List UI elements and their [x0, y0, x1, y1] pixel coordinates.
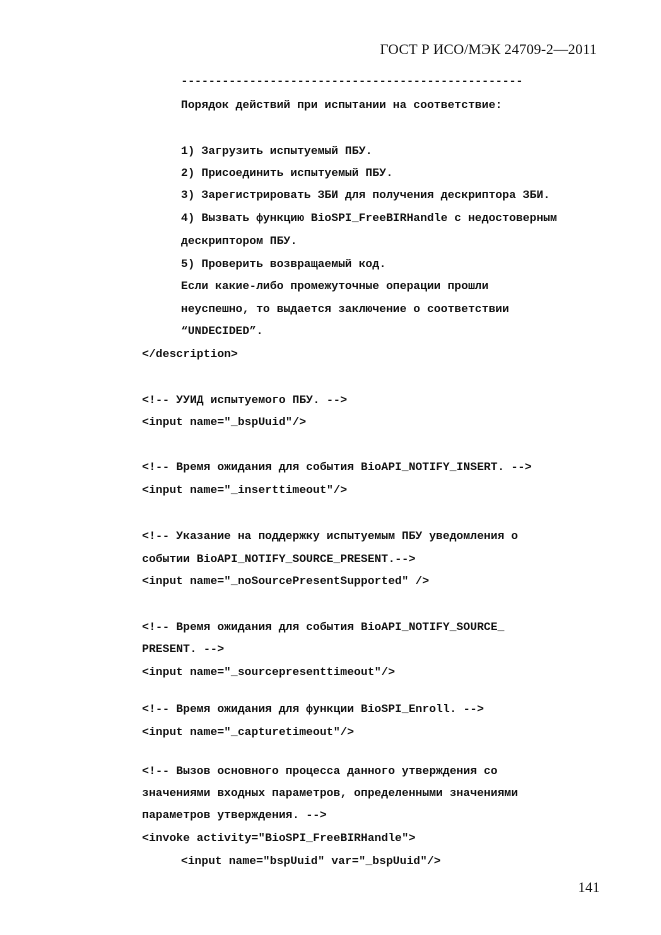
- comment-capture-timeout: <!-- Время ожидания для функции BioSPI_Enroll. -->: [142, 704, 484, 716]
- invoke-open-tag: <invoke activity="BioSPI_FreeBIRHandle">: [142, 833, 416, 845]
- description-close-tag: </description>: [142, 349, 238, 361]
- page-number: 141: [578, 880, 600, 896]
- step-5: 5) Проверить возвращаемый код.: [181, 259, 387, 271]
- note-line-1: Если какие-либо промежуточные операции прошли: [181, 281, 489, 293]
- note-line-2: неуспешно, то выдается заключение о соответствии: [181, 304, 510, 316]
- invoke-input-bsp-uuid: <input name="bspUuid" var="_bspUuid"/>: [181, 856, 441, 868]
- comment-source-present-1: <!-- Указание на поддержку испытуемым ПБУ уведомления о: [142, 531, 518, 543]
- comment-invoke-1: <!-- Вызов основного процесса данного утверждения со: [142, 766, 498, 778]
- document-header: ГОСТ Р ИСО/МЭК 24709-2—2011: [380, 42, 597, 58]
- procedure-heading: Порядок действий при испытании на соответствие:: [181, 100, 503, 112]
- comment-bsp-uuid: <!-- УУИД испытуемого ПБУ. -->: [142, 395, 348, 407]
- input-insert-timeout: <input name="_inserttimeout"/>: [142, 485, 348, 497]
- comment-source-timeout-2: PRESENT. -->: [142, 644, 225, 656]
- comment-source-timeout-1: <!-- Время ожидания для события BioAPI_NOTIFY_SOURCE_: [142, 622, 505, 634]
- separator-line: --------------------------------------------------: [181, 76, 523, 88]
- comment-insert-timeout: <!-- Время ожидания для события BioAPI_NOTIFY_INSERT. -->: [142, 462, 532, 474]
- step-4: 4) Вызвать функцию BioSPI_FreeBIRHandle с недостоверным: [181, 213, 557, 225]
- step-2: 2) Присоединить испытуемый ПБУ.: [181, 168, 393, 180]
- comment-invoke-3: параметров утверждения. -->: [142, 810, 327, 822]
- input-bsp-uuid: <input name="_bspUuid"/>: [142, 417, 307, 429]
- step-4-continued: дескриптором ПБУ.: [181, 236, 298, 248]
- step-1: 1) Загрузить испытуемый ПБУ.: [181, 146, 373, 158]
- input-source-present-timeout: <input name="_sourcepresenttimeout"/>: [142, 667, 395, 679]
- input-capture-timeout: <input name="_capturetimeout"/>: [142, 727, 354, 739]
- step-3: 3) Зарегистрировать ЗБИ для получения дескриптора ЗБИ.: [181, 190, 551, 202]
- comment-invoke-2: значениями входных параметров, определенными значениями: [142, 788, 518, 800]
- input-no-source-present: <input name="_noSourcePresentSupported" />: [142, 576, 430, 588]
- comment-source-present-2: событии BioAPI_NOTIFY_SOURCE_PRESENT.-->: [142, 554, 416, 566]
- note-line-3: “UNDECIDED”.: [181, 326, 264, 338]
